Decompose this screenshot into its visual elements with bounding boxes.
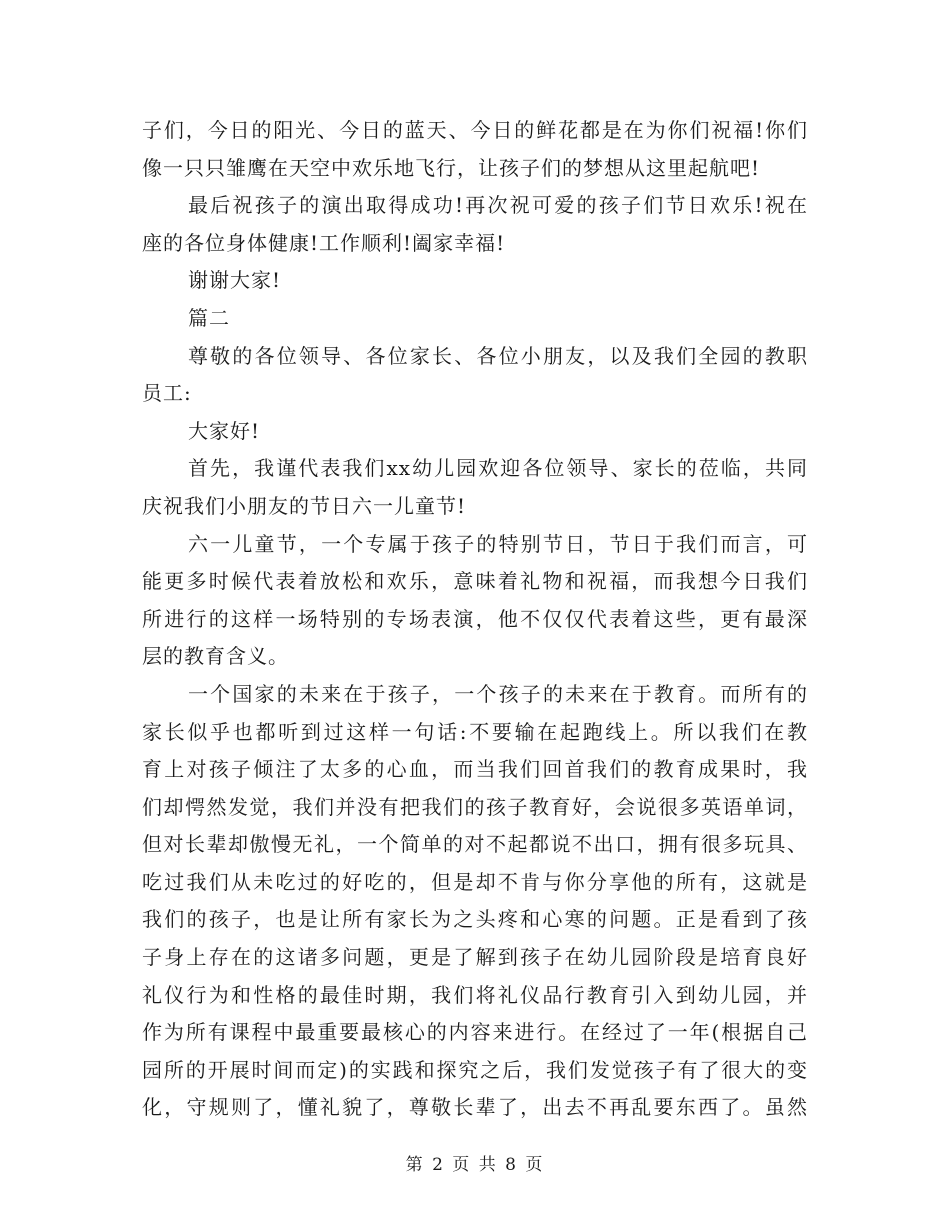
page-number: 第 2 页 共 8 页 (405, 1155, 545, 1175)
text-line: 能更多时候代表着放松和欢乐，意味着礼物和祝福，而我想今日我们 (142, 569, 808, 594)
document-body (142, 112, 808, 1127)
text-line: 礼仪行为和性格的最佳时期，我们将礼仪品行教育引入到幼儿园，并 (142, 982, 808, 1007)
text-line: 家长似乎也都听到过这样一句话:不要输在起跑线上。所以我们在教 (142, 719, 808, 744)
text-line: 最后祝孩子的演出取得成功!再次祝可爱的孩子们节日欢乐!祝在 (188, 193, 808, 218)
text-line: 像一只只雏鹰在天空中欢乐地飞行，让孩子们的梦想从这里起航吧! (142, 155, 761, 180)
text-line: 但对长辈却傲慢无礼，一个简单的对不起都说不出口，拥有很多玩具、 (142, 832, 808, 857)
text-line: 子们，今日的阳光、今日的蓝天、今日的鲜花都是在为你们祝福!你们 (142, 118, 808, 142)
text-line: 们却愕然发觉，我们并没有把我们的孩子教育好，会说很多英语单词， (142, 794, 808, 819)
text-line: 首先，我谨代表我们xx幼儿园欢迎各位领导、家长的莅临，共同 (188, 456, 808, 481)
text-line: 员工: (142, 381, 192, 406)
text-line: 座的各位身体健康!工作顺利!阖家幸福! (142, 230, 506, 255)
text-line: 谢谢大家! (188, 268, 282, 293)
text-line: 育上对孩子倾注了太多的心血，而当我们回首我们的教育成果时，我 (142, 757, 808, 782)
text-line: 化，守规则了，懂礼貌了，尊敬长辈了，出去不再乱要东西了。虽然 (142, 1095, 808, 1120)
section-heading: 篇二 (188, 305, 230, 330)
text-line: 我们的孩子，也是让所有家长为之头疼和心寒的问题。正是看到了孩 (142, 907, 808, 932)
text-line: 园所的开展时间而定)的实践和探究之后，我们发觉孩子有了很大的变 (142, 1057, 808, 1082)
text-line: 所进行的这样一场特别的专场表演，他不仅仅代表着这些，更有最深 (142, 606, 808, 631)
text-line: 尊敬的各位领导、各位家长、各位小朋友，以及我们全园的教职 (188, 343, 808, 368)
text-line: 吃过我们从未吃过的好吃的，但是却不肯与你分享他的所有，这就是 (142, 869, 808, 894)
text-line: 大家好! (188, 418, 261, 443)
text-line: 子身上存在的这诸多问题，更是了解到孩子在幼儿园阶段是培育良好 (142, 945, 808, 970)
text-line: 层的教育含义。 (142, 644, 289, 669)
text-line: 一个国家的未来在于孩子，一个孩子的未来在于教育。而所有的 (188, 681, 808, 706)
text-line: 庆祝我们小朋友的节日六一儿童节! (142, 493, 467, 518)
text-line: 六一儿童节，一个专属于孩子的特别节日，节日于我们而言，可 (188, 531, 808, 556)
text-line: 作为所有课程中最重要最核心的内容来进行。在经过了一年(根据自己 (142, 1020, 808, 1045)
